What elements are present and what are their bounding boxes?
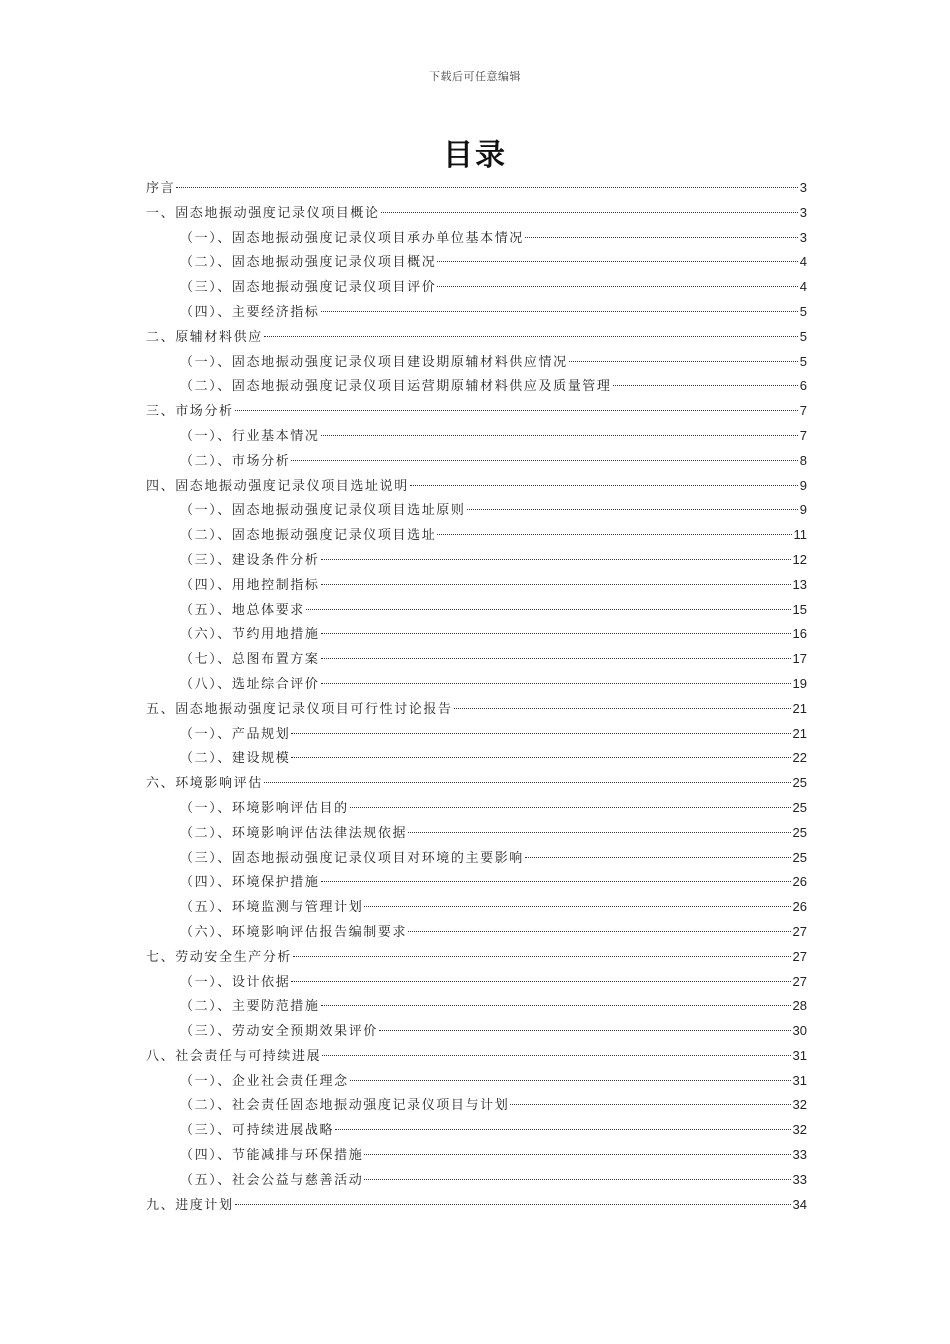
toc-entry[interactable] — [146, 350, 807, 375]
toc-entry-page-number: 13 — [792, 576, 807, 592]
toc-dot-leader — [364, 1154, 790, 1155]
toc-entry-page-number: 32 — [792, 1097, 807, 1113]
toc-dot-leader — [321, 633, 791, 634]
toc-entry-label: （三）、固态地振动强度记录仪项目评价 — [180, 280, 437, 296]
toc-entry[interactable] — [146, 821, 807, 846]
toc-entry[interactable] — [146, 1193, 807, 1218]
toc-entry-label: （一）、固态地振动强度记录仪项目建设期原辅材料供应情况 — [180, 354, 568, 370]
toc-entry[interactable] — [146, 994, 807, 1019]
toc-entry-label: （六）、节约用地措施 — [180, 627, 320, 643]
toc-entry-page-number: 25 — [792, 775, 807, 791]
toc-entry[interactable] — [146, 250, 807, 275]
toc-dot-leader — [293, 956, 791, 957]
toc-dot-leader — [321, 311, 798, 312]
page-title: 目录 — [443, 138, 507, 173]
toc-entry[interactable] — [146, 672, 807, 697]
toc-entry-page-number: 19 — [792, 675, 807, 691]
toc-dot-leader — [321, 683, 791, 684]
toc-dot-leader — [321, 584, 791, 585]
toc-dot-leader — [264, 336, 798, 337]
toc-entry-label: （八）、选址综合评价 — [180, 676, 320, 692]
toc-entry-page-number: 26 — [792, 899, 807, 915]
toc-entry-label: 六、环境影响评估 — [146, 776, 263, 792]
toc-entry-label: （二）、固态地振动强度记录仪项目选址 — [180, 528, 437, 544]
toc-entry-label: （三）、固态地振动强度记录仪项目对环境的主要影响 — [180, 850, 524, 866]
toc-entry[interactable] — [146, 920, 807, 945]
toc-entry-label: （二）、社会责任固态地振动强度记录仪项目与计划 — [180, 1098, 510, 1114]
toc-entry[interactable] — [146, 176, 807, 201]
toc-entry-page-number: 27 — [792, 948, 807, 964]
toc-dot-leader — [408, 832, 790, 833]
toc-entry-page-number: 15 — [792, 601, 807, 617]
toc-entry-label: 一、固态地振动强度记录仪项目概论 — [146, 205, 380, 221]
toc-entry-label: （一）、设计依据 — [180, 974, 291, 990]
toc-entry-label: （二）、建设规模 — [180, 751, 291, 767]
toc-entry-label: 四、固态地振动强度记录仪项目选址说明 — [146, 478, 409, 494]
toc-entry[interactable] — [146, 598, 807, 623]
toc-dot-leader — [379, 1030, 791, 1031]
toc-entry-page-number: 5 — [799, 328, 807, 344]
toc-entry-page-number: 4 — [799, 279, 807, 295]
toc-entry[interactable] — [146, 474, 807, 499]
toc-dot-leader — [437, 534, 791, 535]
toc-dot-leader — [364, 906, 790, 907]
toc-entry[interactable] — [146, 548, 807, 573]
toc-entry-page-number: 5 — [799, 353, 807, 369]
toc-entry-page-number: 25 — [792, 824, 807, 840]
toc-dot-leader — [454, 708, 791, 709]
toc-entry[interactable] — [146, 498, 807, 523]
toc-entry[interactable] — [146, 201, 807, 226]
toc-entry-label: 八、社会责任与可持续进展 — [146, 1048, 322, 1064]
toc-entry-page-number: 33 — [792, 1147, 807, 1163]
toc-entry[interactable] — [146, 300, 807, 325]
toc-entry-label: 序言 — [146, 181, 176, 196]
toc-dot-leader — [291, 757, 790, 758]
toc-entry-page-number: 33 — [792, 1171, 807, 1187]
toc-entry-label: （七）、总图布置方案 — [180, 652, 320, 668]
toc-dot-leader — [467, 509, 798, 510]
toc-entry-label: 三、市场分析 — [146, 404, 234, 420]
toc-entry-page-number: 9 — [799, 477, 807, 493]
toc-entry[interactable] — [146, 424, 807, 449]
toc-dot-leader — [264, 782, 791, 783]
toc-dot-leader — [321, 1005, 791, 1006]
toc-entry-page-number: 9 — [799, 502, 807, 518]
toc-dot-leader — [364, 1179, 790, 1180]
toc-entry-page-number: 3 — [799, 229, 807, 245]
toc-entry-page-number: 12 — [792, 551, 807, 567]
toc-dot-leader — [291, 981, 790, 982]
toc-entry-label: （一）、企业社会责任理念 — [180, 1073, 349, 1089]
toc-entry[interactable] — [146, 226, 807, 251]
toc-entry-page-number: 27 — [792, 973, 807, 989]
toc-entry-label: （一）、环境影响评估目的 — [180, 800, 349, 816]
toc-dot-leader — [381, 212, 798, 213]
toc-entry[interactable] — [146, 622, 807, 647]
toc-entry-page-number: 3 — [799, 180, 807, 195]
toc-entry-label: （二）、固态地振动强度记录仪项目运营期原辅材料供应及质量管理 — [180, 379, 612, 395]
toc-entry[interactable] — [146, 275, 807, 300]
toc-entry[interactable] — [146, 722, 807, 747]
toc-entry[interactable] — [146, 573, 807, 598]
toc-entry[interactable] — [146, 1069, 807, 1094]
toc-dot-leader — [350, 1080, 791, 1081]
toc-dot-leader — [321, 559, 791, 560]
toc-entry-label: （三）、劳动安全预期效果评价 — [180, 1024, 378, 1040]
toc-entry-page-number: 26 — [792, 874, 807, 890]
toc-entry-page-number: 3 — [799, 204, 807, 220]
toc-entry[interactable] — [146, 846, 807, 871]
toc-entry-label: （二）、固态地振动强度记录仪项目概况 — [180, 255, 437, 271]
toc-dot-leader — [569, 361, 798, 362]
toc-entry-page-number: 16 — [792, 626, 807, 642]
toc-entry-label: 五、固态地振动强度记录仪项目可行性讨论报告 — [146, 701, 453, 717]
toc-entry[interactable] — [146, 1044, 807, 1069]
toc-dot-leader — [321, 658, 791, 659]
toc-dot-leader — [408, 931, 790, 932]
toc-dot-leader — [510, 1104, 790, 1105]
toc-entry-page-number: 27 — [792, 923, 807, 939]
toc-entry[interactable] — [146, 523, 807, 548]
toc-entry-label: （二）、市场分析 — [180, 453, 291, 469]
toc-dot-leader — [525, 237, 798, 238]
toc-entry-page-number: 21 — [792, 700, 807, 716]
toc-entry[interactable] — [146, 1143, 807, 1168]
toc-entry[interactable] — [146, 1093, 807, 1118]
toc-entry-label: （三）、可持续进展战略 — [180, 1123, 335, 1139]
toc-entry-label: （六）、环境影响评估报告编制要求 — [180, 924, 408, 940]
toc-entry-page-number: 11 — [793, 527, 807, 543]
toc-dot-leader — [437, 261, 797, 262]
toc-entry-label: （一）、固态地振动强度记录仪项目选址原则 — [180, 503, 466, 519]
toc-entry-page-number: 34 — [792, 1196, 807, 1212]
toc-entry-page-number: 22 — [792, 750, 807, 766]
toc-entry[interactable] — [146, 647, 807, 672]
toc-entry-label: （一）、固态地振动强度记录仪项目承办单位基本情况 — [180, 230, 524, 246]
toc-entry-page-number: 28 — [792, 998, 807, 1014]
toc-entry[interactable] — [146, 374, 807, 399]
toc-entry-label: （五）、地总体要求 — [180, 602, 305, 618]
toc-entry-label: 七、劳动安全生产分析 — [146, 949, 293, 965]
toc-entry-page-number: 21 — [792, 725, 807, 741]
toc-dot-leader — [410, 485, 798, 486]
toc-entry-page-number: 31 — [792, 1072, 807, 1088]
toc-dot-leader — [613, 385, 798, 386]
toc-entry[interactable] — [146, 771, 807, 796]
toc-entry-label: （二）、主要防范措施 — [180, 999, 320, 1015]
toc-entry-page-number: 6 — [799, 378, 807, 394]
toc-entry-label: （五）、社会公益与慈善活动 — [180, 1172, 364, 1188]
toc-entry-label: （四）、节能减排与环保措施 — [180, 1148, 364, 1164]
toc-entry[interactable] — [146, 697, 807, 722]
toc-entry-page-number: 7 — [799, 403, 807, 419]
header-note: 下载后可任意编辑 — [429, 70, 521, 83]
toc-entry-label: （一）、产品规划 — [180, 726, 291, 742]
toc-dot-leader — [235, 410, 798, 411]
toc-entry-label: 九、进度计划 — [146, 1197, 234, 1213]
toc-entry-label: （四）、主要经济指标 — [180, 304, 320, 320]
toc-entry-page-number: 32 — [792, 1122, 807, 1138]
toc-entry-page-number: 31 — [792, 1047, 807, 1063]
toc-entry-page-number: 5 — [799, 303, 807, 319]
toc-entry-label: （二）、环境影响评估法律法规依据 — [180, 825, 408, 841]
toc-entry-page-number: 25 — [792, 849, 807, 865]
toc-entry[interactable] — [146, 1118, 807, 1143]
toc-dot-leader — [525, 857, 791, 858]
toc-dot-leader — [350, 807, 791, 808]
toc-dot-leader — [321, 435, 798, 436]
toc-entry[interactable] — [146, 970, 807, 995]
toc-entry-label: 二、原辅材料供应 — [146, 329, 263, 345]
toc-dot-leader — [322, 1055, 790, 1056]
toc-entry[interactable] — [146, 399, 807, 424]
toc-entry-page-number: 30 — [792, 1023, 807, 1039]
toc-entry[interactable] — [146, 325, 807, 350]
toc-entry-page-number: 7 — [799, 427, 807, 443]
toc-entry-page-number: 25 — [792, 799, 807, 815]
toc-entry-page-number: 8 — [799, 452, 807, 468]
toc-dot-leader — [321, 881, 791, 882]
table-of-contents — [146, 176, 807, 1217]
toc-entry-page-number: 17 — [792, 651, 807, 667]
toc-entry[interactable] — [146, 1168, 807, 1193]
toc-entry[interactable] — [146, 945, 807, 970]
toc-dot-leader — [176, 187, 798, 188]
toc-entry-page-number: 4 — [799, 254, 807, 270]
toc-entry-label: （四）、用地控制指标 — [180, 577, 320, 593]
toc-dot-leader — [235, 1204, 791, 1205]
toc-entry[interactable] — [146, 895, 807, 920]
toc-entry[interactable] — [146, 1019, 807, 1044]
toc-entry[interactable] — [146, 746, 807, 771]
toc-entry[interactable] — [146, 870, 807, 895]
toc-dot-leader — [335, 1129, 790, 1130]
toc-entry-label: （一）、行业基本情况 — [180, 428, 320, 444]
toc-entry-label: （三）、建设条件分析 — [180, 552, 320, 568]
toc-dot-leader — [437, 286, 797, 287]
toc-entry-label: （五）、环境监测与管理计划 — [180, 900, 364, 916]
toc-entry-label: （四）、环境保护措施 — [180, 875, 320, 891]
toc-entry[interactable] — [146, 449, 807, 474]
toc-dot-leader — [306, 609, 791, 610]
toc-dot-leader — [291, 460, 797, 461]
toc-entry[interactable] — [146, 796, 807, 821]
toc-dot-leader — [291, 733, 790, 734]
